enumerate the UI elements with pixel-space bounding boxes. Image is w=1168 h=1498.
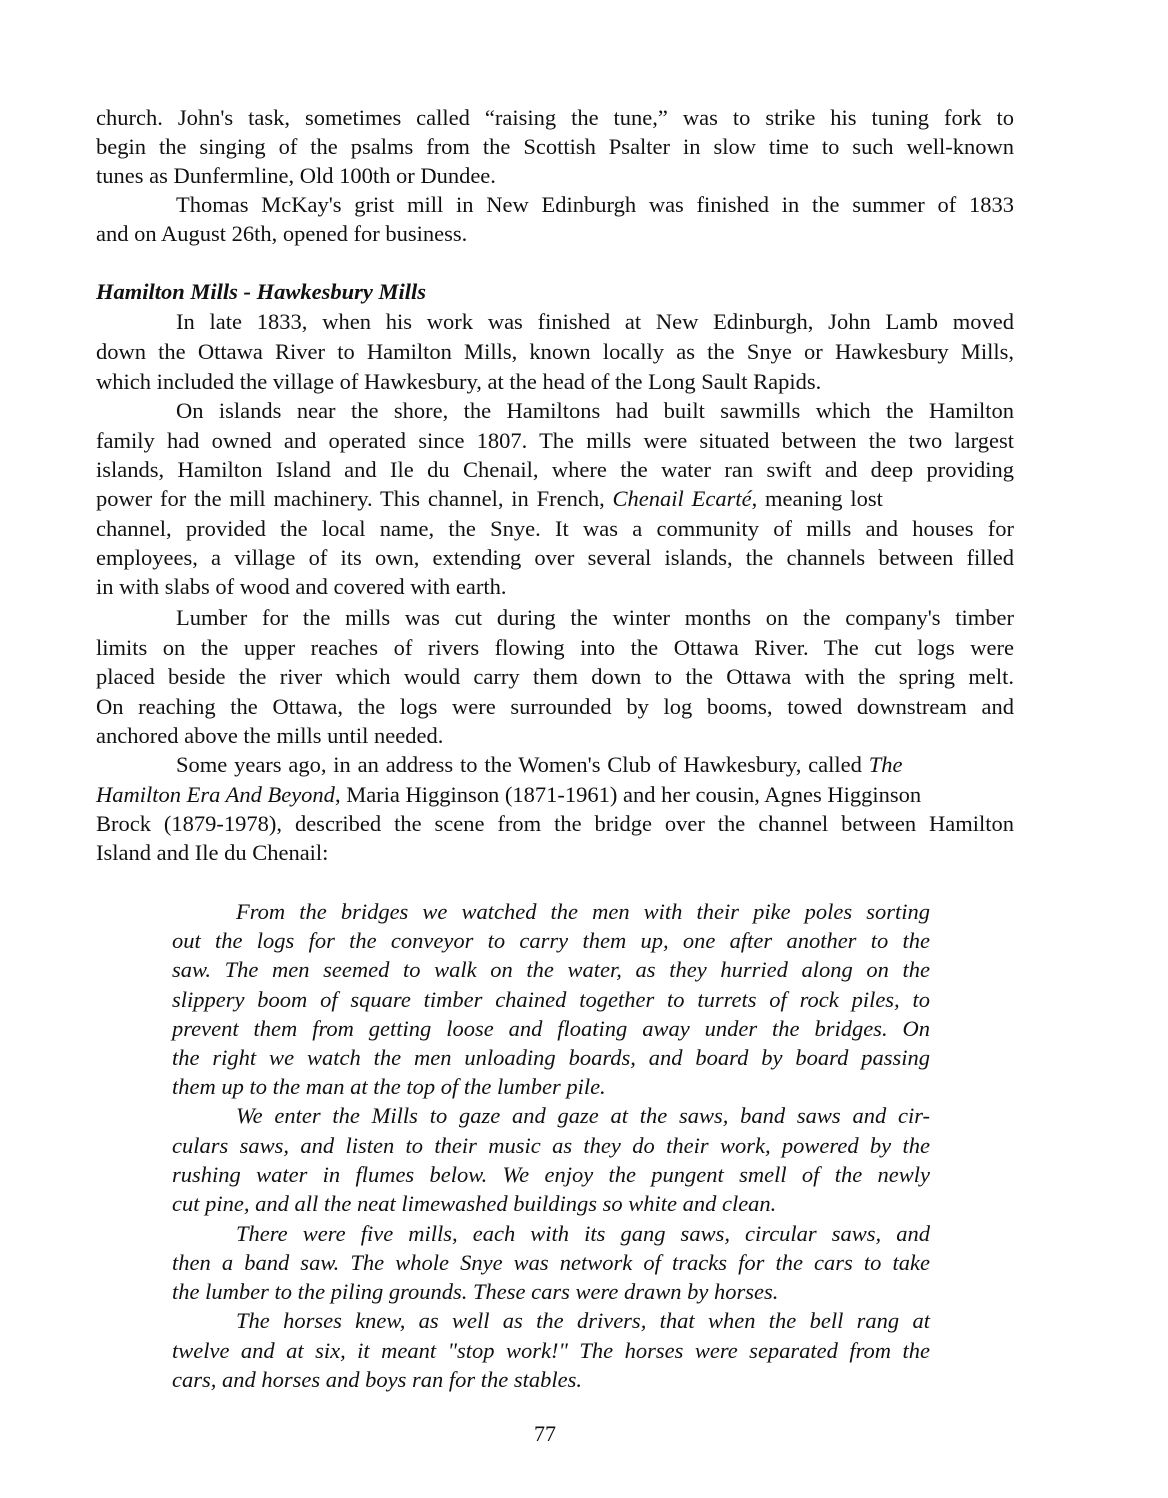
text-line: and on August 26th, opened for business. [96,221,468,246]
quote-line: them up to the man at the top of the lumber pile. [172,1074,606,1099]
quote-line: The horses knew, as well as the drivers, that when the bell rang at [236,1308,930,1333]
quote-line: then a band saw. The whole Snye was network of tracks for the cars to take [172,1250,930,1275]
quote-line: out the logs for the conveyor to carry them up, one after another to the [172,928,930,953]
text-line: channel, provided the local name, the Snye. It was a community of mills and houses for [96,516,1014,541]
page-number: 77 [534,1421,556,1446]
quote-line: twelve and at six, it meant "stop work!" The horses were separated from the [172,1338,930,1363]
text-line: On islands near the shore, the Hamiltons had built sawmills which the Hamilton [176,398,1014,423]
quote-line: culars saws, and listen to their music as they do their work, powered by the [172,1133,930,1158]
text-line: church. John's task, sometimes called “raising the tune,” was to strike his tuning fork to [96,105,1014,130]
text-run: , meaning lost [751,486,883,511]
quote-line: We enter the Mills to gaze and gaze at the saws, band saws and cir- [236,1103,930,1128]
text-line: in with slabs of wood and covered with earth. [96,574,507,599]
text-line: begin the singing of the psalms from the Scottish Psalter in slow time to such well-known [96,134,1014,159]
section-heading: Hamilton Mills - Hawkesbury Mills [96,279,427,304]
text-line: family had owned and operated since 1807. The mills were situated between the two largest [96,428,1014,453]
text-line: which included the village of Hawkesbury, at the head of the Long Sault Rapids. [96,369,822,394]
text-line [96,780,1014,809]
text-line: Thomas McKay's grist mill in New Edinburgh was finished in the summer of 1833 [176,192,1014,217]
text-line: On reaching the Ottawa, the logs were surrounded by log booms, towed downstream and [96,694,1014,719]
text-line: islands, Hamilton Island and Ile du Chenail, where the water ran swift and deep providing [96,457,1014,482]
quote-line: There were five mills, each with its gang saws, circular saws, and [236,1221,930,1246]
french-term: Chenail Ecarté [612,486,752,511]
text-line: anchored above the mills until needed. [96,723,444,748]
text-run: , Maria Higginson (1871-1961) and her cousin, Agnes Higginson [334,782,922,807]
text-line: In late 1833, when his work was finished at New Edinburgh, John Lamb moved [176,309,1014,334]
title-italic: The [868,752,903,777]
quote-line: prevent them from getting loose and floating away under the bridges. On [172,1016,930,1041]
text-line: tunes as Dunfermline, Old 100th or Dundee. [96,163,496,188]
text-line: Island and Ile du Chenail: [96,840,329,865]
quote-line: cars, and horses and boys ran for the stables. [172,1367,582,1392]
text-line: employees, a village of its own, extending over several islands, the channels between filled [96,545,1014,570]
quote-line: the lumber to the piling grounds. These cars were drawn by horses. [172,1279,779,1304]
text-line: Brock (1879-1978), described the scene from the bridge over the channel between Hamilton [96,811,1014,836]
text-run: Some years ago, in an address to the Women's Club of Hawkesbury, called [176,752,869,777]
text-line: Lumber for the mills was cut during the winter months on the company's timber [176,605,1014,630]
title-italic: Hamilton Era And Beyond [96,782,335,807]
text-line: placed beside the river which would carry them down to the Ottawa with the spring melt. [96,664,1014,689]
text-line [96,750,1014,779]
text-run: power for the mill machinery. This channel, in French, [96,486,613,511]
quote-line: slippery boom of square timber chained together to turrets of rock piles, to [172,987,930,1012]
quote-line: the right we watch the men unloading boards, and board by board passing [172,1045,930,1070]
text-line [96,484,1014,513]
text-line: limits on the upper reaches of rivers flowing into the Ottawa River. The cut logs were [96,635,1014,660]
quote-line: cut pine, and all the neat limewashed buildings so white and clean. [172,1191,777,1216]
text-line: down the Ottawa River to Hamilton Mills, known locally as the Snye or Hawkesbury Mills, [96,339,1014,364]
quote-line: From the bridges we watched the men with their pike poles sorting [236,899,930,924]
quote-line: rushing water in flumes below. We enjoy the pungent smell of the newly [172,1162,930,1187]
quote-line: saw. The men seemed to walk on the water, as they hurried along on the [172,957,930,982]
